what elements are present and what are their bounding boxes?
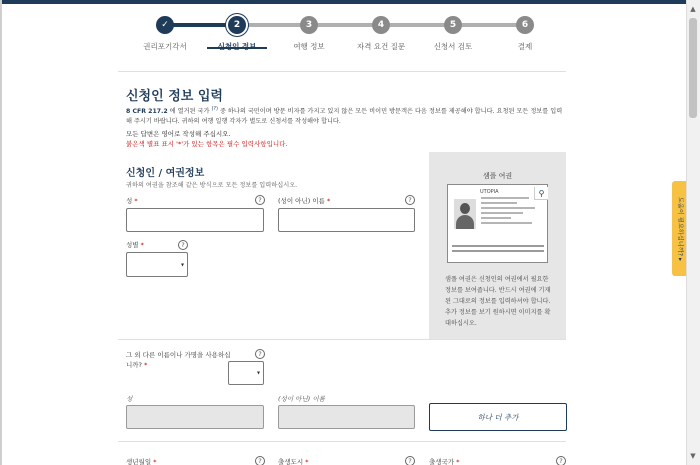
birth-date-help-icon[interactable]: ? — [255, 456, 265, 465]
top-bar — [0, 0, 700, 4]
required-mark: * — [134, 197, 138, 205]
cfr-reference: 8 CFR 217.2 — [126, 108, 168, 116]
required-note: 붉은색 별표 표시 '*'가 있는 항목은 필수 입력사항입니다. — [126, 140, 288, 148]
divider — [118, 441, 566, 442]
surname-help-icon[interactable]: ? — [255, 195, 265, 205]
birth-city-label-text: 출생도시 — [278, 458, 304, 465]
given-name-label-text: (성이 아닌) 이름 — [278, 197, 325, 205]
surname-input[interactable] — [126, 208, 264, 232]
required-mark: * — [456, 458, 460, 465]
help-side-tab-label: 도움이 필요하십니까? ▸ — [676, 196, 683, 261]
step-6-number: 6 — [516, 16, 534, 34]
divider — [118, 71, 566, 72]
sample-passport-image[interactable] — [447, 184, 548, 263]
birth-country-label — [429, 457, 459, 465]
check-icon: ✓ — [156, 16, 174, 34]
required-mark: * — [144, 361, 148, 369]
step-1[interactable] — [130, 14, 200, 52]
active-step-underline — [207, 47, 267, 49]
step-6-label: 결제 — [517, 42, 533, 51]
chevron-down-icon: ▾ — [256, 369, 260, 377]
birth-country-label-text: 출생국가 — [429, 458, 455, 465]
required-mark: * — [153, 458, 157, 465]
country-list-link[interactable]: (?) — [211, 106, 219, 112]
chevron-down-icon: ▾ — [180, 261, 184, 268]
english-note: 모든 답변은 영어로 작성해 주십시오. — [126, 130, 231, 138]
scrollbar-thumb[interactable] — [689, 18, 697, 118]
progress-stepper — [130, 14, 550, 54]
other-names-help-icon[interactable]: ? — [255, 349, 265, 359]
step-6 — [490, 14, 560, 52]
step-4 — [346, 14, 416, 52]
passport-photo — [454, 199, 476, 229]
passport-mrz — [452, 245, 544, 255]
section-title: 신청인 / 여권정보 — [126, 168, 205, 179]
given-name-input[interactable] — [278, 208, 415, 232]
other-surname-label: 성 — [126, 395, 133, 403]
given-name-label — [278, 196, 330, 205]
given-name-help-icon[interactable]: ? — [405, 195, 415, 205]
birth-date-label — [126, 457, 156, 465]
step-4-label: 자격 요건 질문 — [356, 42, 406, 51]
surname-label-text: 성 — [126, 197, 133, 205]
other-names-question-text: 그 외 다른 이름이나 가명을 사용하십니까? — [126, 351, 231, 369]
step-3 — [274, 14, 344, 52]
step-3-label: 여행 정보 — [293, 42, 325, 51]
birth-date-label-text: 생년월일 — [126, 458, 152, 465]
step-5 — [418, 14, 488, 52]
surname-label — [126, 196, 138, 205]
magnify-icon[interactable]: ⚲ — [534, 187, 548, 200]
birth-country-help-icon[interactable]: ? — [556, 456, 566, 465]
required-mark: * — [140, 241, 144, 249]
passport-country: UTOPIA — [480, 189, 499, 195]
step-5-label: 신청서 검토 — [433, 42, 473, 51]
intro-text — [126, 104, 566, 127]
step-4-number: 4 — [372, 16, 390, 34]
scroll-up-icon[interactable]: ▲ — [690, 5, 696, 13]
other-surname-input[interactable] — [126, 405, 264, 429]
page-title: 신청인 정보 입력 — [126, 89, 223, 104]
required-mark: * — [326, 197, 331, 205]
other-names-question — [126, 350, 236, 370]
scroll-down-icon[interactable]: ▼ — [690, 452, 696, 460]
other-given-name-input[interactable] — [278, 405, 415, 429]
step-2-number: 2 — [228, 16, 246, 34]
passport-text-lines — [481, 197, 541, 227]
sample-passport-title: 샘플 여권 — [482, 172, 513, 180]
window-left-edge — [0, 0, 2, 465]
intro-text-a: 에 열거된 국가 — [167, 108, 212, 116]
sample-passport-panel — [429, 152, 566, 339]
other-given-name-label: (성이 아닌) 이름 — [278, 395, 325, 403]
gender-label — [126, 240, 144, 249]
step-1-label: 권리포기각서 — [143, 42, 187, 51]
section-description: 귀하의 여권을 참조해 같은 방식으로 모든 정보를 입력하십시오. — [126, 182, 298, 189]
gender-select[interactable] — [126, 252, 188, 277]
step-3-number: 3 — [300, 16, 318, 34]
other-names-select[interactable] — [228, 361, 264, 385]
birth-city-label — [278, 457, 308, 465]
intro-text-b: 중 하나의 국민이며 방문 비자를 가지고 있지 않은 모든 비이민 방문객은 다음 정보를 제공해야 합니다. 요청된 모든 정보를 입력해 주시기 바랍니다. 귀하의 여행 일행 각자가 별도로 신청서를 작성해야 합니다. — [126, 108, 563, 126]
birth-city-help-icon[interactable]: ? — [405, 456, 415, 465]
gender-help-icon[interactable]: ? — [178, 240, 188, 250]
required-mark: * — [305, 458, 309, 465]
add-another-button[interactable]: 하나 더 추가 — [429, 403, 567, 431]
step-5-number: 5 — [444, 16, 462, 34]
sample-passport-description: 샘플 여권은 신청인의 여권에서 필요한 정보를 보여줍니다. 반드시 여권에 기재된 그대로의 정보를 입력하셔야 합니다. 추가 정보를 보기 원하시면 이미지를 확대하십시오. — [445, 276, 551, 327]
divider — [118, 339, 566, 340]
gender-label-text: 성별 — [126, 241, 139, 249]
